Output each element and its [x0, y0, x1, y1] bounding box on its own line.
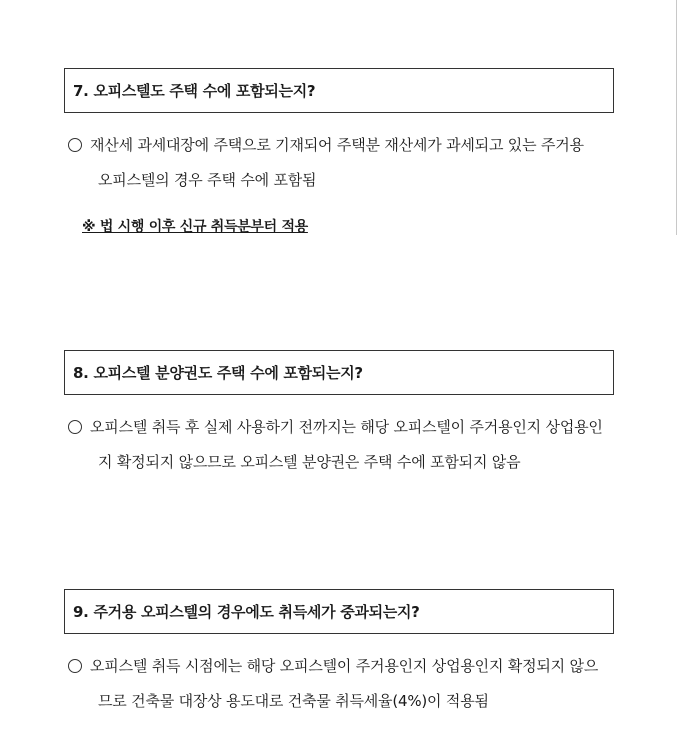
answer-9 [68, 649, 628, 719]
circle-bullet-icon [68, 420, 82, 434]
answer-8-line-2: 지 확정되지 않으므로 오피스텔 분양권은 주택 수에 포함되지 않음 [98, 453, 521, 471]
question-8-title: 8. 오피스텔 분양권도 주택 수에 포함되는지? [73, 364, 363, 382]
question-9-box [64, 589, 614, 634]
answer-9-line-1 [68, 649, 628, 684]
answer-7-line-1 [68, 128, 628, 163]
page-edge-rule [676, 0, 677, 235]
answer-7 [68, 128, 628, 198]
question-8-box [64, 350, 614, 395]
answer-9-text-1: 오피스텔 취득 시점에는 해당 오피스텔이 주거용인지 상업용인지 확정되지 않으 [90, 657, 599, 675]
answer-7-text-1: 재산세 과세대장에 주택으로 기재되어 주택분 재산세가 과세되고 있는 주거용 [90, 136, 584, 154]
note-applies-new-acquisitions: ※ 법 시행 이후 신규 취득분부터 적용 [82, 219, 308, 235]
answer-7-line-2: 오피스텔의 경우 주택 수에 포함됨 [98, 171, 317, 189]
answer-8-text-1: 오피스텔 취득 후 실제 사용하기 전까지는 해당 오피스텔이 주거용인지 상업용인 [90, 418, 603, 436]
question-7-box [64, 68, 614, 113]
answer-8-line-1 [68, 410, 628, 445]
answer-9-line-2: 므로 건축물 대장상 용도대로 건축물 취득세율(4%)이 적용됨 [98, 692, 489, 710]
question-9-title: 9. 주거용 오피스텔의 경우에도 취득세가 중과되는지? [73, 603, 420, 621]
circle-bullet-icon [68, 138, 82, 152]
circle-bullet-icon [68, 659, 82, 673]
question-7-title: 7. 오피스텔도 주택 수에 포함되는지? [73, 82, 316, 100]
answer-8 [68, 410, 628, 480]
